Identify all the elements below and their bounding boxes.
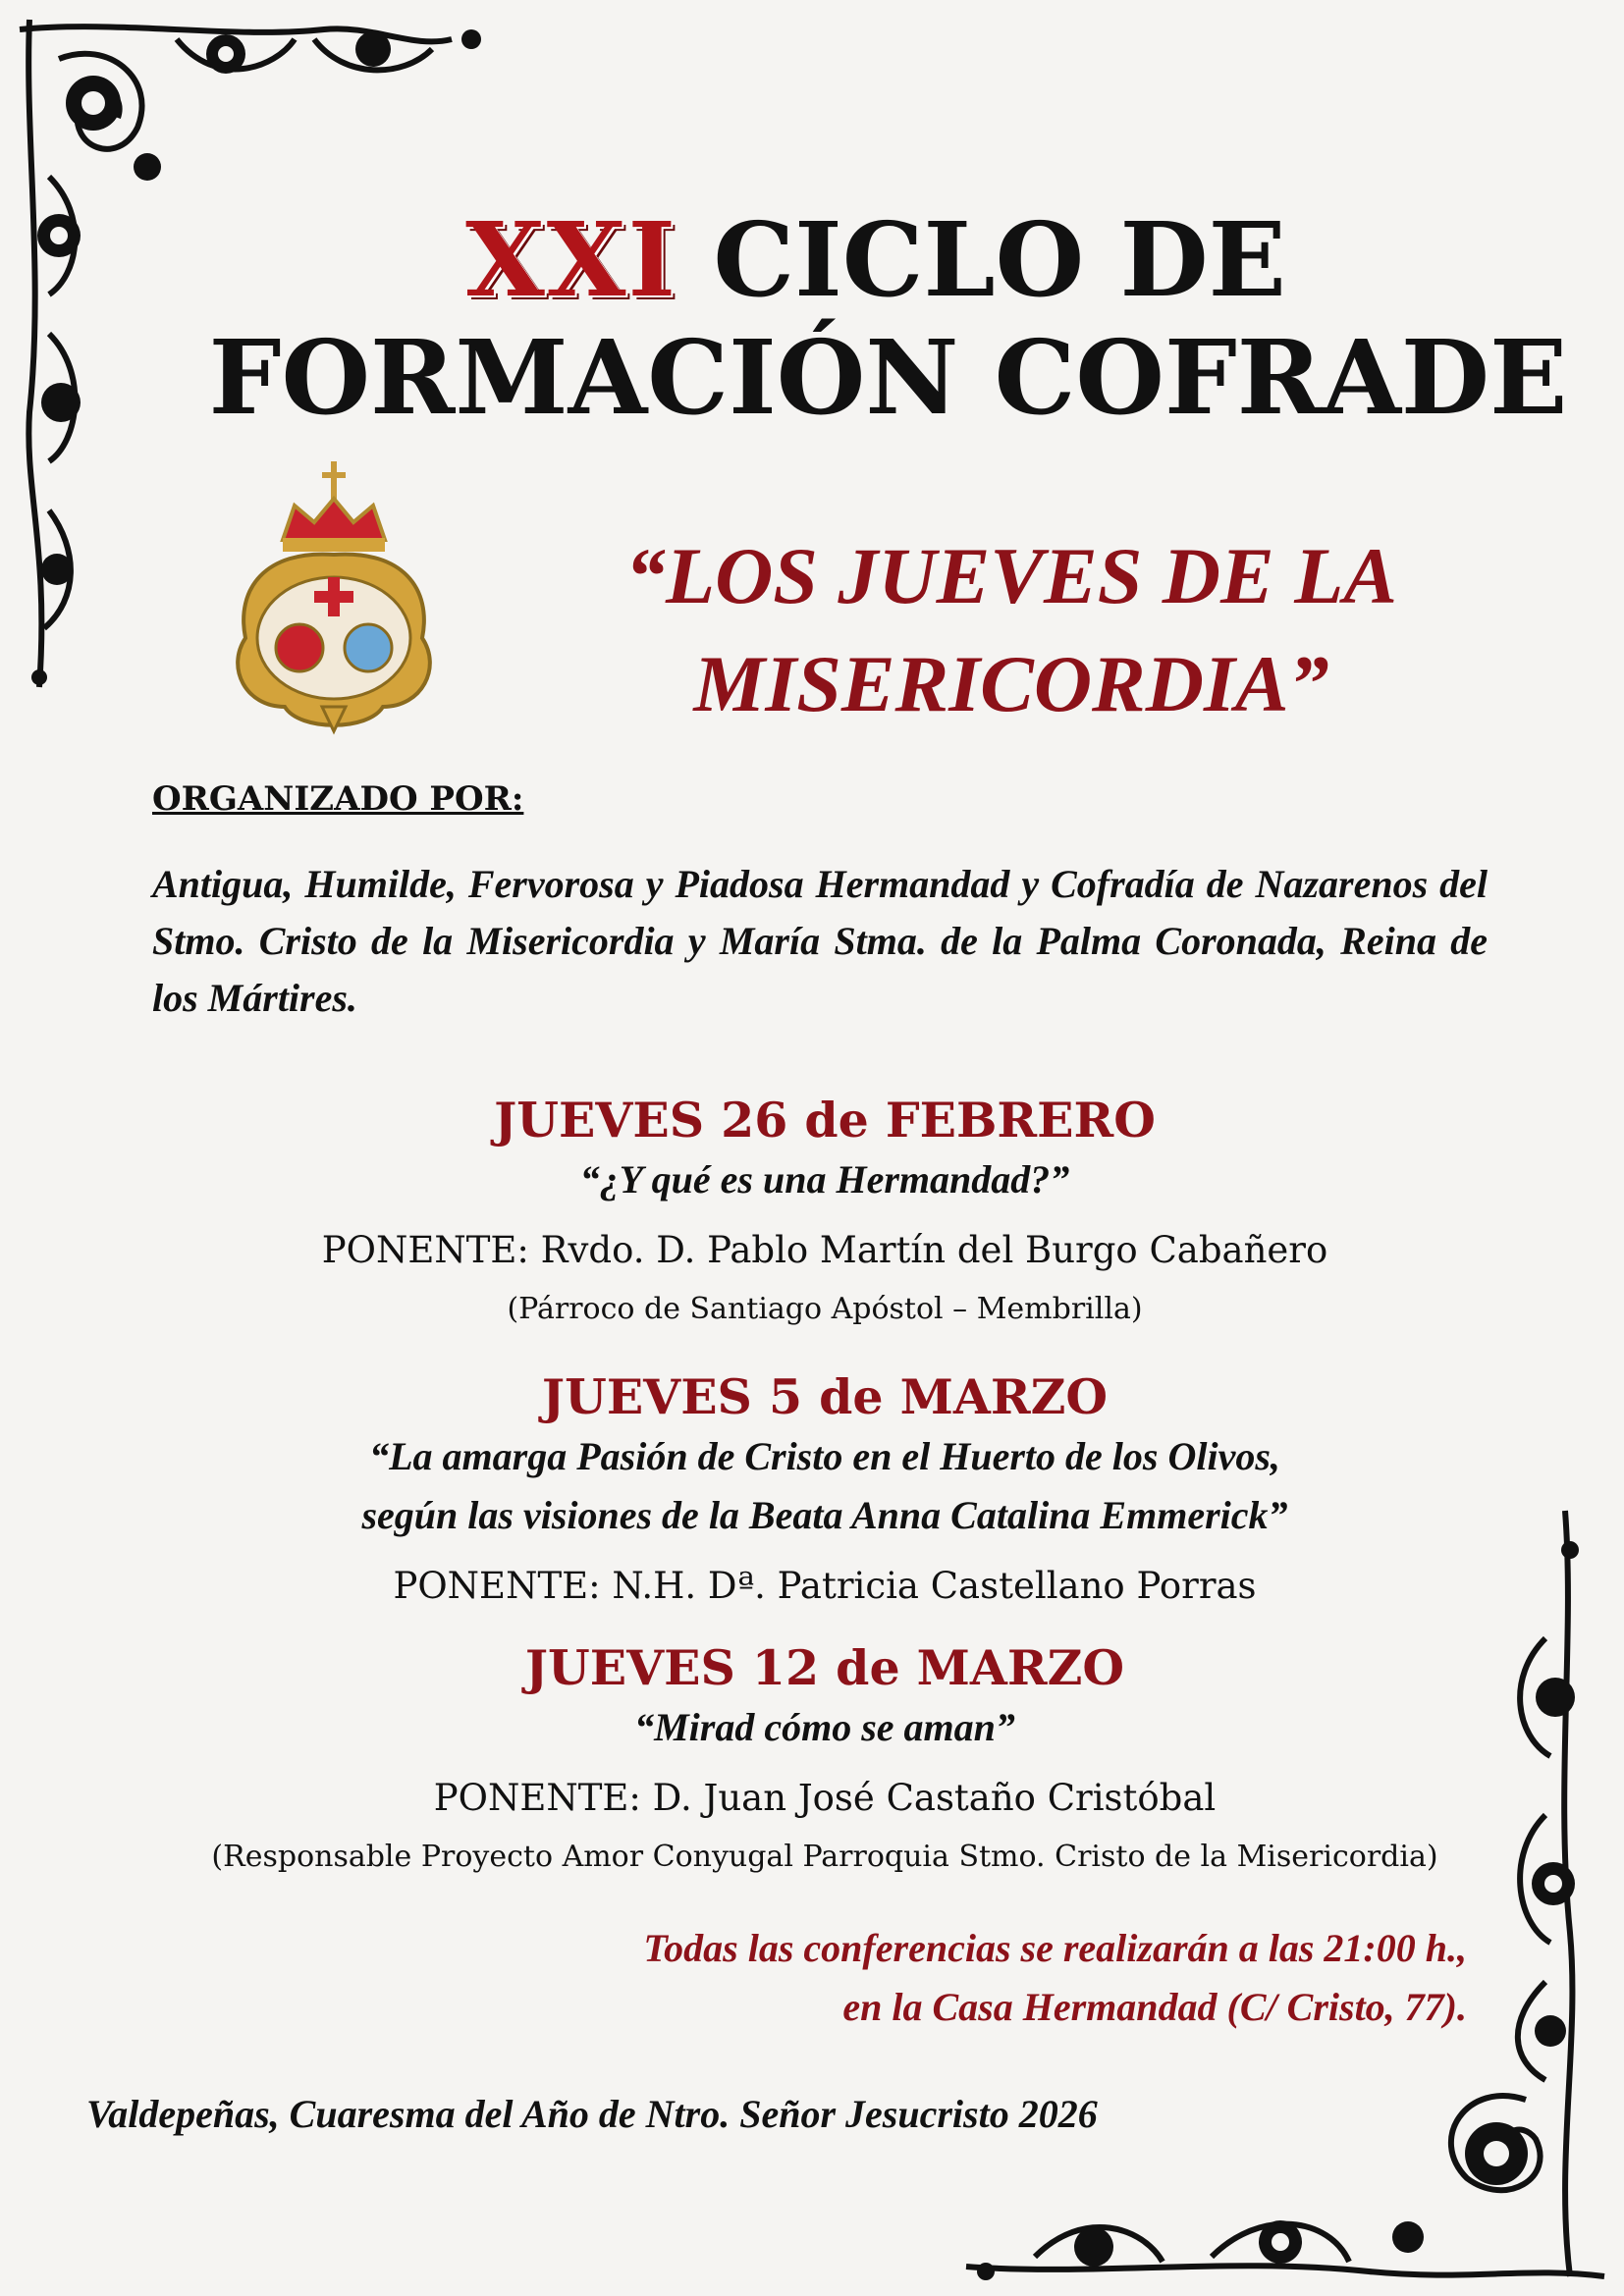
event-date: JUEVES 5 de MARZO — [541, 1368, 1109, 1425]
event-talk-title: “Mirad cómo se aman” — [634, 1705, 1015, 1749]
venue-notice-line2: en la Casa Hermandad (C/ Cristo, 77). — [842, 1985, 1467, 2029]
event-speaker: PONENTE: Rvdo. D. Pablo Martín del Burgo Cabañero — [321, 1229, 1328, 1271]
event-1 — [98, 1090, 1551, 1335]
title-line2: FORMACIÓN COFRADE — [208, 317, 1568, 438]
organizer-name: Antigua, Humilde, Fervorosa y Piadosa Hermandad y Cofradía de Nazarenos del Stmo. Cristo de la Misericordia y María Stma. de la Palma Coronada, Reina de los Mártires. — [152, 862, 1488, 1020]
venue-notice — [643, 1919, 1467, 2037]
event-talk-title: “La amarga Pasión de Cristo en el Huerto de los Olivos, — [369, 1434, 1280, 1478]
brotherhood-crest-logo — [206, 461, 461, 746]
event-3 — [98, 1637, 1551, 1883]
title-roman-numeral: XXI — [465, 199, 678, 320]
footer-dateline: Valdepeñas, Cuaresma del Año de Ntro. Señor Jesucristo 2026 — [86, 2092, 1098, 2136]
event-speaker-note: (Responsable Proyecto Amor Conyugal Parroquia Stmo. Cristo de la Misericordia) — [211, 1840, 1438, 1874]
event-speaker: PONENTE: N.H. Dª. Patricia Castellano Porras — [393, 1565, 1257, 1607]
event-talk-title-cont: según las visiones de la Beata Anna Catalina Emmerick” — [361, 1493, 1288, 1537]
event-speaker: PONENTE: D. Juan José Castaño Cristóbal — [433, 1777, 1217, 1819]
subtitle-line2: MISERICORDIA” — [693, 639, 1329, 728]
organizer-label: ORGANIZADO POR: — [152, 779, 524, 819]
venue-notice-line1: Todas las conferencias se realizarán a las 21:00 h., — [643, 1926, 1467, 1970]
subtitle — [511, 522, 1512, 738]
event-2 — [98, 1366, 1551, 1614]
page-title — [0, 201, 1624, 437]
title-line1: CICLO DE — [677, 199, 1286, 320]
event-date: JUEVES 12 de MARZO — [524, 1639, 1125, 1696]
event-date: JUEVES 26 de FEBRERO — [494, 1092, 1156, 1148]
subtitle-line1: “LOS JUEVES DE LA — [624, 531, 1397, 620]
event-talk-title: “¿Y qué es una Hermandad?” — [579, 1157, 1070, 1201]
event-speaker-note: (Párroco de Santiago Apóstol – Membrilla) — [507, 1292, 1143, 1326]
